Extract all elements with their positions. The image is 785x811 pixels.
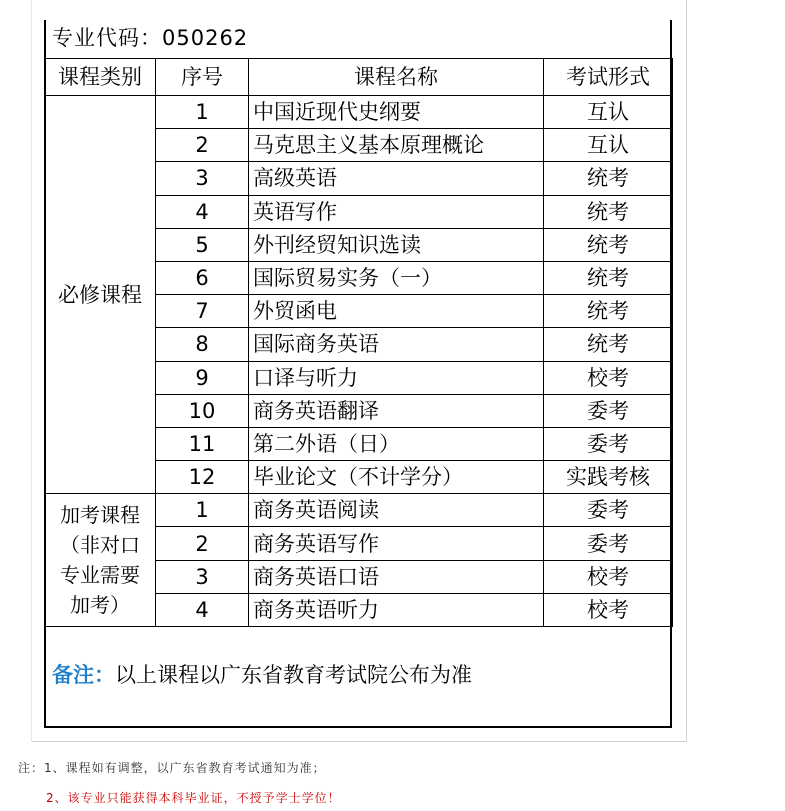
exam-type: 委考 — [544, 394, 673, 427]
exam-type: 互认 — [544, 96, 673, 129]
course-name: 口译与听力 — [249, 361, 544, 394]
remark-label: 备注： — [52, 663, 115, 687]
exam-type: 统考 — [544, 162, 673, 195]
course-number: 4 — [156, 593, 249, 626]
course-name: 商务英语口语 — [249, 560, 544, 593]
course-number: 6 — [156, 261, 249, 294]
course-name: 第二外语（日） — [249, 427, 544, 460]
exam-type: 委考 — [544, 427, 673, 460]
table-row — [45, 494, 673, 527]
exam-type: 统考 — [544, 261, 673, 294]
note-2: 2、该专业只能获得本科毕业证，不授予学士学位！ — [46, 791, 341, 805]
course-name: 外贸函电 — [249, 295, 544, 328]
course-name: 商务英语写作 — [249, 527, 544, 560]
course-number: 3 — [156, 162, 249, 195]
course-number: 4 — [156, 195, 249, 228]
exam-type: 统考 — [544, 228, 673, 261]
exam-type: 委考 — [544, 527, 673, 560]
course-sheet — [44, 20, 672, 728]
exam-type: 校考 — [544, 560, 673, 593]
course-name: 商务英语翻译 — [249, 394, 544, 427]
course-number: 7 — [156, 295, 249, 328]
course-number: 5 — [156, 228, 249, 261]
exam-type: 委考 — [544, 494, 673, 527]
header-category: 课程类别 — [45, 59, 156, 96]
exam-type: 互认 — [544, 129, 673, 162]
course-name: 马克思主义基本原理概论 — [249, 129, 544, 162]
remark-box — [46, 632, 670, 726]
course-number: 9 — [156, 361, 249, 394]
major-code-label: 专业代码： — [52, 26, 162, 50]
course-name: 毕业论文（不计学分） — [249, 461, 544, 494]
category-additional: 加考课程（非对口专业需要加考） — [45, 494, 156, 627]
notes — [18, 760, 341, 806]
exam-type: 统考 — [544, 328, 673, 361]
course-name: 中国近现代史纲要 — [249, 96, 544, 129]
major-code-line — [52, 22, 248, 58]
exam-type: 统考 — [544, 295, 673, 328]
course-number: 1 — [156, 96, 249, 129]
course-number: 2 — [156, 129, 249, 162]
course-number: 12 — [156, 461, 249, 494]
course-name: 国际贸易实务（一） — [249, 261, 544, 294]
course-number: 3 — [156, 560, 249, 593]
course-name: 高级英语 — [249, 162, 544, 195]
header-number: 序号 — [156, 59, 249, 96]
exam-type: 统考 — [544, 195, 673, 228]
exam-type: 校考 — [544, 593, 673, 626]
category-required: 必修课程 — [45, 96, 156, 494]
table-header-row — [45, 59, 673, 96]
remark-text: 以上课程以广东省教育考试院公布为准 — [115, 663, 472, 687]
course-name: 商务英语阅读 — [249, 494, 544, 527]
course-number: 10 — [156, 394, 249, 427]
course-number: 1 — [156, 494, 249, 527]
course-name: 英语写作 — [249, 195, 544, 228]
course-name: 外刊经贸知识选读 — [249, 228, 544, 261]
course-number: 8 — [156, 328, 249, 361]
exam-type: 校考 — [544, 361, 673, 394]
course-name: 国际商务英语 — [249, 328, 544, 361]
table-row — [45, 96, 673, 129]
exam-type: 实践考核 — [544, 461, 673, 494]
header-exam-type: 考试形式 — [544, 59, 673, 96]
remark — [52, 660, 472, 690]
course-table — [44, 58, 673, 627]
course-number: 11 — [156, 427, 249, 460]
major-code-value: 050262 — [162, 26, 249, 50]
note-1: 注：1、课程如有调整，以广东省教育考试通知为准； — [18, 761, 326, 775]
course-number: 2 — [156, 527, 249, 560]
course-name: 商务英语听力 — [249, 593, 544, 626]
header-course-name: 课程名称 — [249, 59, 544, 96]
